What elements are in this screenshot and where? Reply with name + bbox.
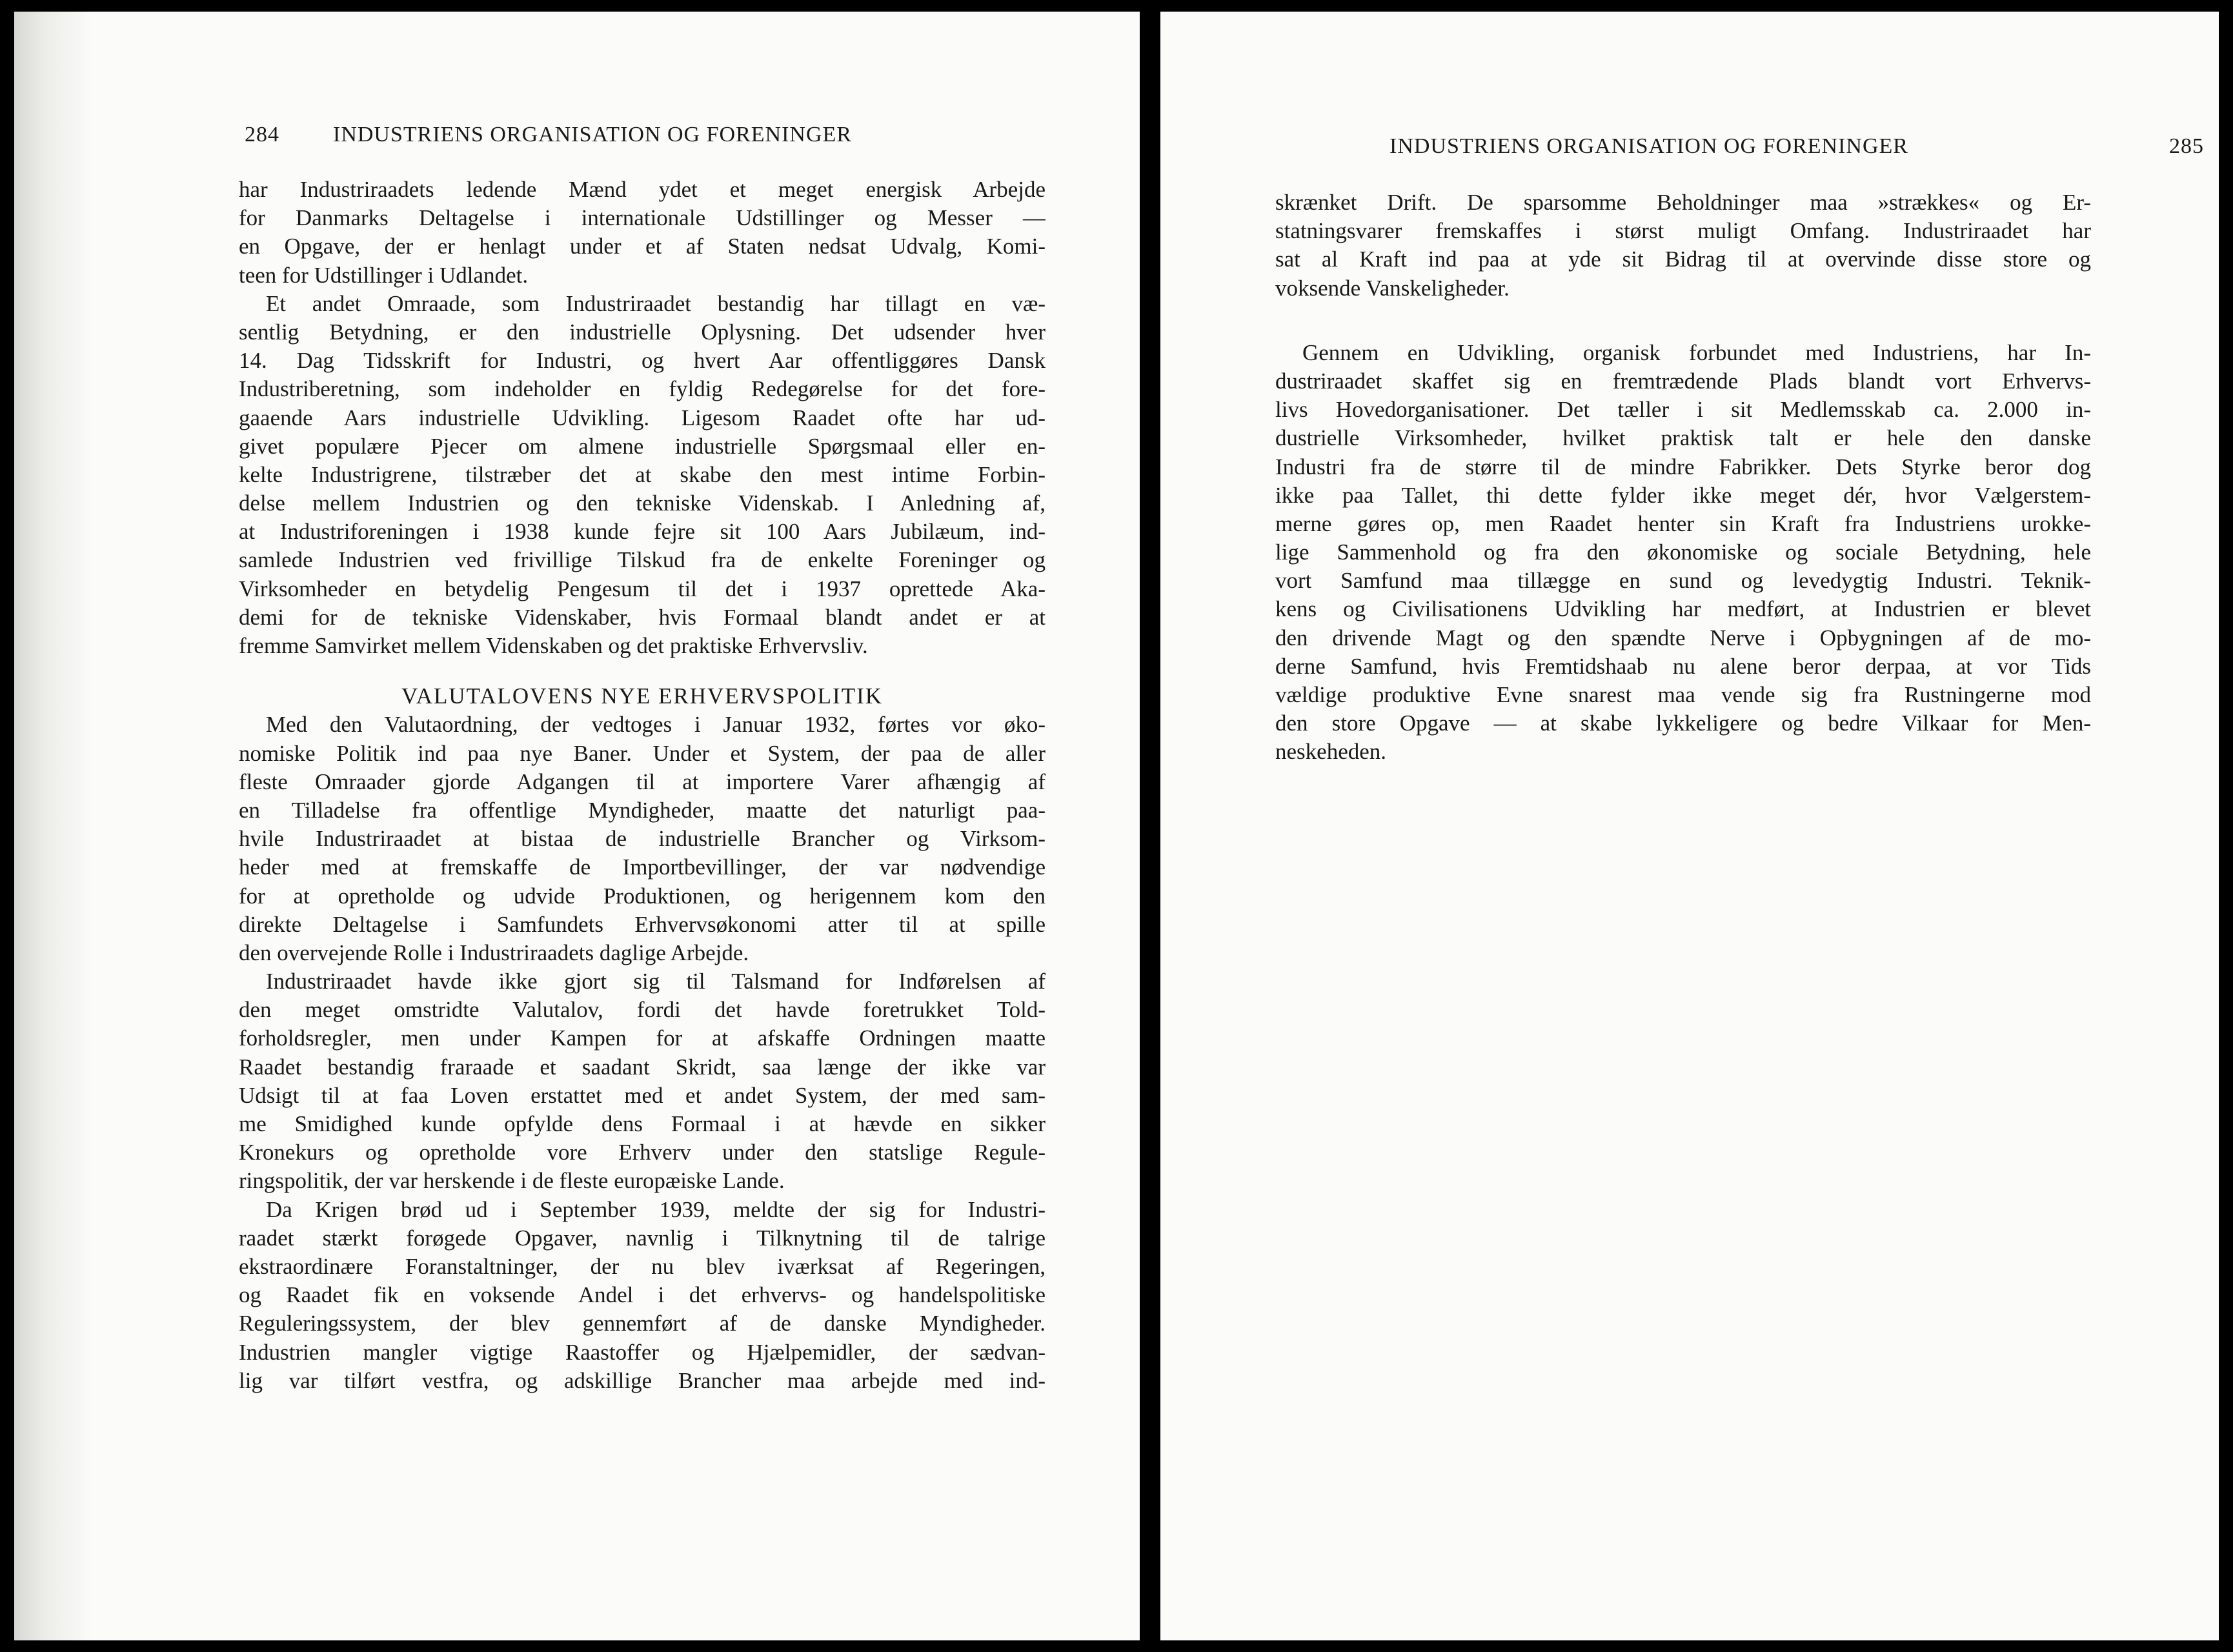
text-line: heder med at fremskaffe de Importbevillinger, der var nødvendige [239,854,1046,880]
text-line: fleste Omraader gjorde Adgangen til at importere Varer afhængig af [239,769,1046,794]
right-page [1160,12,2219,1640]
text-line: Industriberetning, som indeholder en fyldig Redegørelse for det fore- [239,376,1046,402]
text-line: Industri fra de større til de mindre Fabrikker. Dets Styrke beror dog [1275,454,2091,479]
text-line: Gennem en Udvikling, organisk forbundet med Industriens, har In- [1302,339,2091,365]
text-line: lig var tilført vestfra, og adskillige Brancher maa arbejde med ind- [239,1367,1046,1393]
text-line: nomiske Politik ind paa nye Baner. Under et System, der paa de aller [239,740,1046,766]
body-paragraphs [239,710,1046,1395]
text-line: sat al Kraft ind paa at yde sit Bidrag til at overvinde disse store og [1275,247,2091,272]
text-line: Da Krigen brød ud i September 1939, meldte der sig for Industri- [266,1196,1046,1222]
text-line: ikke paa Tallet, thi dette fylder ikke meget dér, hvor Vælgerstem- [1275,482,2091,508]
page-number: 285 [2169,134,2204,158]
page-number: 284 [245,123,279,146]
text-line: teen for Udstillinger i Udlandet. [239,262,529,288]
text-line: lige Sammenhold og fra den økonomiske og sociale Betydning, hele [1275,539,2091,565]
text-line: den store Opgave — at skabe lykkeligere og bedre Vilkaar for Men- [1275,710,2091,736]
text-line: hvile Industriraadet at bistaa de industrielle Brancher og Virksom- [239,826,1046,852]
text-line: ringspolitik, der var herskende i de fleste europæiske Lande. [239,1168,785,1194]
text-line: direkte Deltagelse i Samfundets Erhvervsøkonomi atter til at spille [239,911,1046,937]
text-line: for Danmarks Deltagelse i internationale Udstillinger og Messer — [239,205,1046,231]
page-edge-shadow [14,12,92,1640]
text-line: dustriraadet skaffet sig en fremtrædende Plads blandt vort Erhvervs- [1275,368,2091,394]
text-line: den overvejende Rolle i Industriraadets daglige Arbejde. [239,940,749,965]
text-line: for at opretholde og udvide Produktionen, og herigennem kom den [239,883,1046,909]
text-line: ekstraordinære Foranstaltninger, der nu blev iværksat af Regeringen, [239,1253,1046,1279]
text-line: kens og Civilisationens Udvikling har medført, at Industrien er blevet [1275,596,2091,622]
text-line: Kronekurs og opretholde vore Erhverv under den statslige Regule- [239,1140,1046,1165]
body-paragraphs [1275,188,2091,767]
text-line: fremme Samvirket mellem Videnskaben og det praktiske Erhvervsliv. [239,633,868,658]
text-line: Udsigt til at faa Loven erstattet med et andet System, der med sam- [239,1082,1046,1108]
text-line: Reguleringssystem, der blev gennemført af de danske Myndigheder. [239,1311,1046,1336]
text-line: har Industriraadets ledende Mænd ydet et meget energisk Arbejde [239,177,1046,202]
left-page [14,12,1140,1640]
text-line: vort Samfund maa tillægge en sund og levedygtig Industri. Teknik- [1275,568,2091,594]
text-line: livs Hovedorganisationer. Det tæller i sit Medlemsskab ca. 2.000 in- [1275,397,2091,423]
text-line: raadet stærkt forøgede Opgaver, navnlig i Tilknytning til de talrige [239,1225,1046,1251]
text-line: givet populære Pjecer om almene industrielle Spørgsmaal eller en- [239,433,1046,459]
text-line: neskeheden. [1275,739,1387,765]
text-line: Industriraadet havde ikke gjort sig til Talsmand for Indførelsen af [266,969,1046,994]
text-line: delse mellem Industrien og den tekniske Videnskab. I Anledning af, [239,490,1046,516]
running-head-title: INDUSTRIENS ORGANISATION OG FORENINGER [333,123,852,146]
text-line: 14. Dag Tidsskrift for Industri, og hvert Aar offentliggøres Dansk [239,348,1046,374]
text-line: den meget omstridte Valutalov, fordi det havde foretrukket Told- [239,997,1046,1023]
text-line: kelte Industrigrene, tilstræber det at skabe den mest intime Forbin- [239,461,1046,487]
running-head-title: INDUSTRIENS ORGANISATION OG FORENINGER [1389,134,1908,158]
text-line: vældige produktive Evne snarest maa vende sig fra Rustningerne mod [1275,682,2091,707]
text-line: Industrien mangler vigtige Raastoffer og Hjælpemidler, der sædvan- [239,1339,1046,1365]
text-line: Et andet Omraade, som Industriraadet bestandig har tillagt en væ- [266,290,1046,316]
text-line: voksende Vanskeligheder. [1275,275,1510,301]
text-line: derne Samfund, hvis Fremtidshaab nu alene beror derpaa, at vor Tids [1275,653,2091,679]
text-line: me Smidighed kunde opfylde dens Formaal i at hævde en sikker [239,1111,1046,1136]
text-line: forholdsregler, men under Kampen for at afskaffe Ordningen maatte [239,1025,1046,1051]
text-line: dustrielle Virksomheder, hvilket praktisk talt er hele den danske [1275,425,2091,451]
right-body-text [1275,188,2091,767]
text-line: skrænket Drift. De sparsomme Beholdninger maa »strækkes« og Er- [1275,190,2091,215]
text-line: sentlig Betydning, er den industrielle Oplysning. Det udsender hver [239,319,1046,345]
text-line: merne gøres op, men Raadet henter sin Kraft fra Industriens urokke- [1275,510,2091,536]
text-line: samlede Industrien ved frivillige Tilskud fra de enkelte Foreninger og [239,547,1046,573]
text-line: den drivende Magt og den spændte Nerve i Opbygningen af de mo- [1275,625,2091,650]
text-line: Virksomheder en betydelig Pengesum til det i 1937 oprettede Aka- [239,576,1046,601]
text-line: at Industriforeningen i 1938 kunde fejre sit 100 Aars Jubilæum, ind- [239,519,1046,545]
text-line: gaaende Aars industrielle Udvikling. Ligesom Raadet ofte har ud- [239,405,1046,430]
left-body-text [239,176,1046,1395]
section-heading: VALUTALOVENS NYE ERHVERVSPOLITIK [401,683,884,709]
body-paragraphs [239,176,1046,660]
text-line: Raadet bestandig fraraade et saadant Skridt, saa længe der ikke var [239,1054,1046,1080]
text-line: Med den Valutaordning, der vedtoges i Januar 1932, førtes vor øko- [266,712,1046,738]
text-line: statningsvarer fremskaffes i størst muligt Omfang. Industriraadet har [1275,218,2091,244]
text-line: en Opgave, der er henlagt under et af Staten nedsat Udvalg, Komi- [239,234,1046,259]
text-line: og Raadet fik en voksende Andel i det erhvervs- og handelspolitiske [239,1282,1046,1308]
text-line: demi for de tekniske Videnskaber, hvis Formaal blandt andet er at [239,604,1046,630]
text-line: en Tilladelse fra offentlige Myndigheder, maatte det naturligt paa- [239,797,1046,823]
